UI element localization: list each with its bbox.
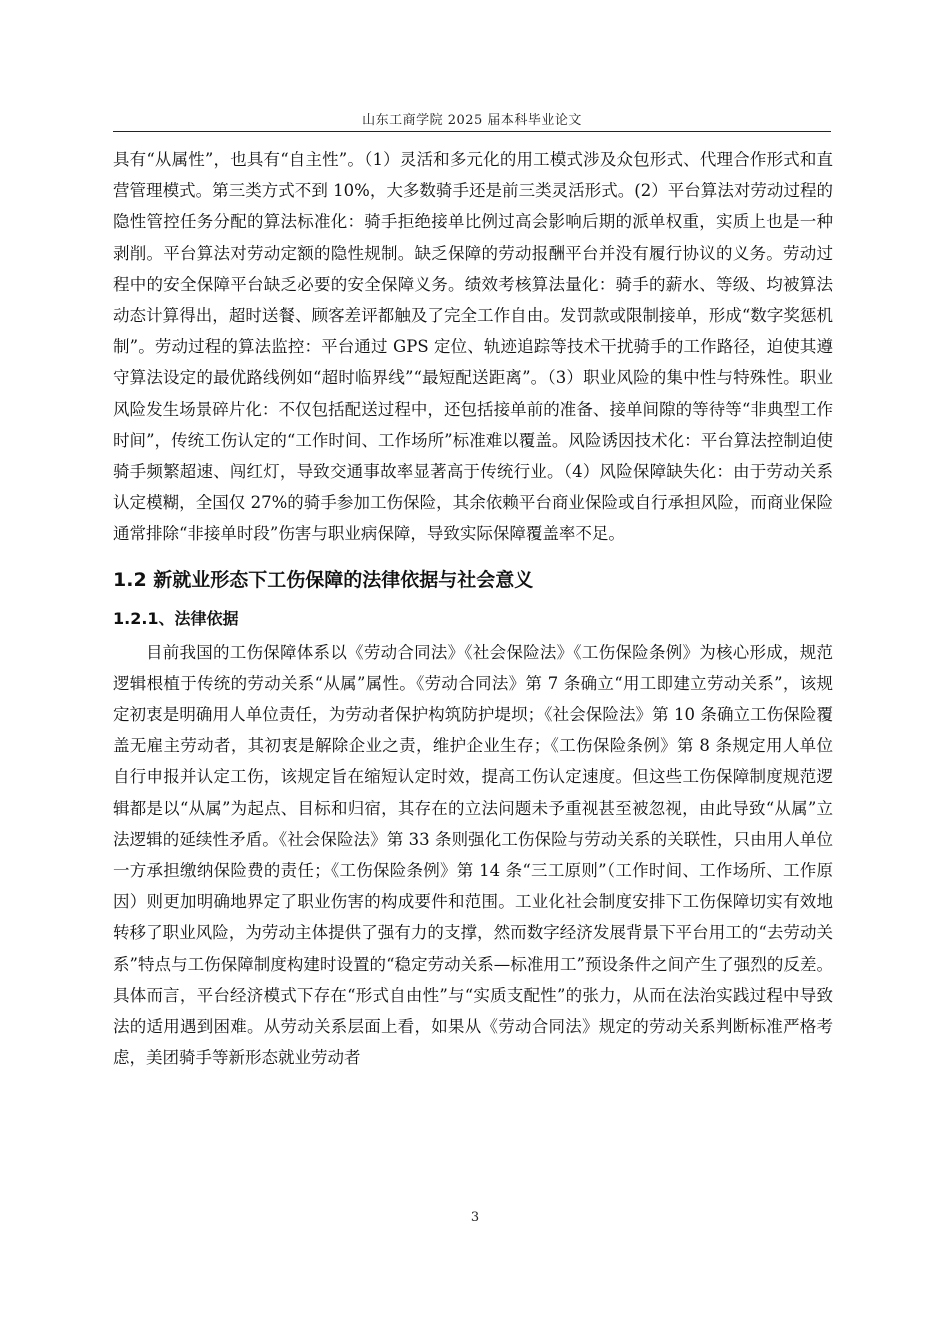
body-paragraph-2: 目前我国的工伤保障体系以《劳动合同法》《社会保险法》《工伤保险条例》为核心形成，规范逻辑根植于传统的劳动关系“从属”属性。《劳动合同法》第 7 条确立“用工即建立劳动关系”，该规定初衷是明确用人单位责任，为劳动者保护构筑防护堤坝；《社会保险法》第 10 条确立工伤保险覆盖无雇主劳动者，其初衷是解除企业之责，维护企业生存；《工伤保险条例》第 8 条规定用人单位自行申报并认定工伤，该规定旨在缩短认定时效，提高工伤认定速度。但这些工伤保障制度规范逻辑都是以“从属”为起点、目标和归宿，其存在的立法问题未予重视甚至被忽视，由此导致“从属”立法逻辑的延续性矛盾。《社会保险法》第 33 条则强化工伤保险与劳动关系的关联性，只由用人单位一方承担缴纳保险费的责任；《工伤保险条例》第 14 条“三工原则”（工作时间、工作场所、工作原因）则更加明确地界定了职业伤害的构成要件和范围。工业化社会制度安排下工伤保障切实有效地转移了职业风险，为劳动主体提供了强有力的支撑，然而数字经济发展背景下平台用工的“去劳动关系”特点与工伤保障制度构建时设置的“稳定劳动关系—标准用工”预设条件之间产生了强烈的反差。具体而言，平台经济模式下存在“形式自由性”与“实质支配性”的张力，从而在法治实践过程中导致法的适用遇到困难。从劳动关系层面上看，如果从《劳动合同法》规定的劳动关系判断标准严格考虑，美团骑手等新形态就业劳动者 (113, 642, 833, 1068)
header-rule (113, 131, 831, 132)
body-paragraph-1: 具有“从属性”，也具有“自主性”。（1）灵活和多元化的用工模式涉及众包形式、代理合作形式和直营管理模式。第三类方式不到 10%，大多数骑手还是前三类灵活形式。(2）平台算法对劳动过程的隐性管控任务分配的算法标准化：骑手拒绝接单比例过高会影响后期的派单权重，实质上也是一种剥削。平台算法对劳动定额的隐性规制。缺乏保障的劳动报酬平台并没有履行协议的义务。劳动过程中的安全保障平台缺乏必要的安全保障义务。绩效考核算法量化：骑手的薪水、等级、均被算法动态计算得出，超时送餐、顾客差评都触及了完全工作自由。发罚款或限制接单，形成“数字奖惩机制”。劳动过程的算法监控：平台通过 GPS 定位、轨迹追踪等技术干扰骑手的工作路径，迫使其遵守算法设定的最优路线例如“超时临界线”“最短配送距离”。（3）职业风险的集中性与特殊性。职业风险发生场景碎片化：不仅包括配送过程中，还包括接单前的准备、接单间隙的等待等“非典型工作时间”，传统工伤认定的“工作时间、工作场所”标准难以覆盖。风险诱因技术化：平台算法控制迫使骑手频繁超速、闯红灯，导致交通事故率显著高于传统行业。（4）风险保障缺失化：由于劳动关系认定模糊，全国仅 27%的骑手参加工伤保险，其余依赖平台商业保险或自行承担风险，而商业保险通常排除“非接单时段”伤害与职业病保障，导致实际保障覆盖率不足。 (113, 150, 833, 544)
page-body (113, 144, 833, 1073)
page-number: 3 (470, 1210, 480, 1225)
section-heading: 1.2 新就业形态下工伤保障的法律依据与社会意义 (113, 568, 534, 591)
subsection-heading: 1.2.1、法律依据 (113, 608, 239, 628)
running-header: 山东工商学院 2025 届本科毕业论文 (362, 113, 582, 128)
